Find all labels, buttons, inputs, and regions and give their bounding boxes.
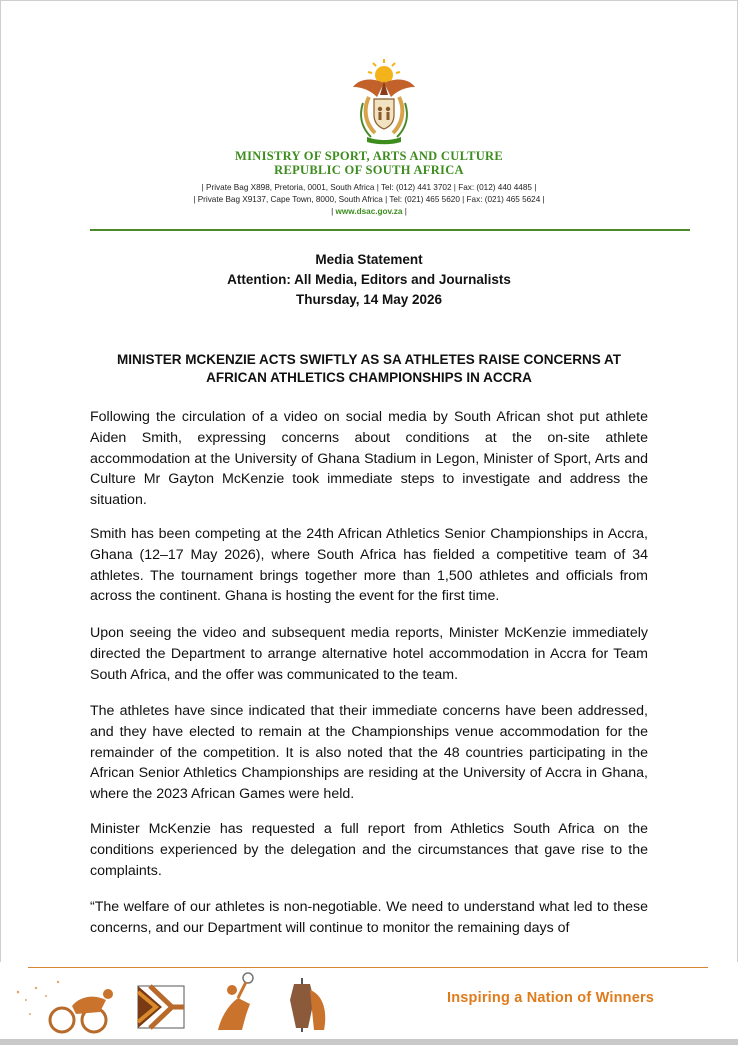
website-line xyxy=(0,207,738,216)
body-paragraph: The athletes have since indicated that their immediate concerns have been addressed, and they have elected to remain at the Championships venue accommodation for the remainder of the competition. It is also noted that the 48 countries participating in the African Senior Athletics Championships are residing at the University of Accra in Ghana, where the 2023 African Games were held. xyxy=(90,703,648,803)
flag-icon xyxy=(138,986,184,1028)
website-link[interactable]: www.dsac.gov.za xyxy=(335,207,403,216)
body-paragraph: Upon seeing the video and subsequent media reports, Minister McKenzie immediately directed the Department to arrange alternative hotel accommodation in Accra for Team South Africa, and the offer was communicated to the team. xyxy=(90,625,648,683)
body-paragraph: Following the circulation of a video on social media by South African shot put athlete Aiden Smith, expressing concerns about conditions at the on-site athlete accommodation at the University of Ghana Stadium in Legon, Minister of Sport, Arts and Culture Mr Gayton McKenzie took immediate steps to investigate and address the situation. xyxy=(90,409,648,509)
statement-date: Thursday, 14 May 2026 xyxy=(295,292,443,307)
republic-name: REPUBLIC OF SOUTH AFRICA xyxy=(274,163,464,177)
website-prefix: | xyxy=(331,207,336,216)
tennis-player-icon xyxy=(218,973,253,1030)
footer-bottom-bar xyxy=(0,1039,738,1045)
cape-town-address: | Private Bag X9137, Cape Town, 8000, South Africa | Tel: (021) 465 5620 | Fax: (021) 465 5624 | xyxy=(193,195,545,204)
header-divider xyxy=(90,229,690,231)
footer-artwork xyxy=(10,970,340,1036)
attention-line: Attention: All Media, Editors and Journalists xyxy=(227,272,511,287)
body-paragraph: Minister McKenzie has requested a full report from Athletics South Africa on the conditions experienced by the delegation and the circumstances that gave rise to the complaints. xyxy=(90,821,648,879)
body-paragraph: Smith has been competing at the 24th African Athletics Senior Championships in Accra, Ghana (12–17 May 2026), where South Africa has fielded a competitive team of 34 athletes. The tournament brings together more than 1,500 athletes and officials from across the continent. Ghana is hosting the event for the first time. xyxy=(90,526,648,605)
website-suffix: | xyxy=(402,207,407,216)
coat-of-arms-icon xyxy=(349,57,419,145)
footer-top-rule xyxy=(28,967,708,968)
statement-type: Media Statement xyxy=(315,252,423,267)
pretoria-address: | Private Bag X898, Pretoria, 0001, South Africa | Tel: (012) 441 3702 | Fax: (012) 440 4485 | xyxy=(201,183,537,192)
body-paragraph: “The welfare of our athletes is non-negotiable. We need to understand what led to these concerns, and our Department will continue to monitor the remaining days of xyxy=(90,899,648,936)
ministry-name: MINISTRY OF SPORT, ARTS AND CULTURE xyxy=(234,149,504,163)
wheelchair-athlete-icon xyxy=(50,989,113,1032)
statement-title: MINISTER MCKENZIE ACTS SWIFTLY AS SA ATHLETES RAISE CONCERNS AT AFRICAN ATHLETICS CHAMPIONSHIPS IN ACCRA xyxy=(116,352,622,385)
dress-mannequin-icon xyxy=(290,978,325,1032)
footer-slogan: Inspiring a Nation of Winners xyxy=(447,990,655,1006)
